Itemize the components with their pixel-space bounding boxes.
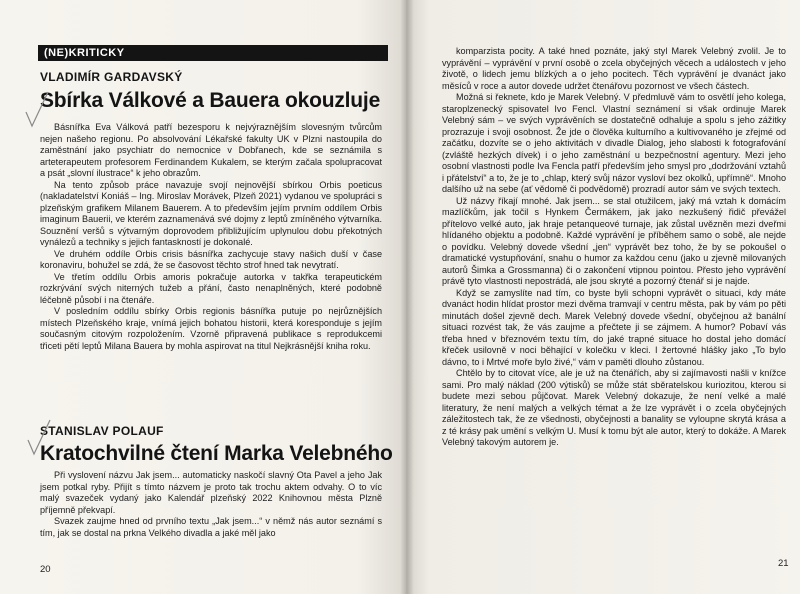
article1-body	[40, 122, 382, 352]
article1-author: VLADIMÍR GARDAVSKÝ	[40, 70, 183, 84]
paragraph: V posledním oddílu sbírky Orbis regionis básnířka putuje po nejrůznějších místech Plzeňského kraje, vnímá jejich bohatou historii, která koresponduje s jejím současným citovým rozpoložením. Vzorně připravená publikace s reprodukcemi třiceti pětí leptů Milana Bauera by mohla aspirovat na titul Nejkrásnější kniha roku.	[40, 306, 382, 351]
page-number-left: 20	[40, 564, 51, 575]
paragraph: komparzista pocity. A také hned poznáte, jaký styl Marek Velebný zvolil. Je to vyprávění – vyprávění v první osobě o zcela obyčejných věcech a událostech v jeho životě, o lidech jemu blízkých a o jeho pocitech. Těch vyprávění je dvanáct jako měsíců v roce a autor dovede udržet čtenářovu pozornost ve všech částech.	[442, 46, 786, 91]
paragraph: Ve druhém oddíle Orbis crisis básnířka zachycuje stavy našich duší v čase koronaviru, bohužel se zdá, že se časovost těchto strof hned tak nevytratí.	[40, 248, 382, 270]
paragraph: Na tento způsob práce navazuje svojí nejnovější sbírkou Orbis poeticus (nakladatelství Koniáš – Ing. Miroslav Morávek, Plzeň 2021) vydanou ve spolupráci s plzeňským grafikem Milanem Bauerem. A to především jejím prvním oddílem Orbis imaginum Bauerii, ve kterém zaznamenává své dojmy z leptů zmíněného výtvarníka. Souznění veršů s výtvarným doprovodem přibližujícím uplynulou dobu překotných vynálezů a techniky s jejich fantaskností je dokonalé.	[40, 179, 382, 247]
section-label: (NE)KRITICKY	[38, 45, 388, 61]
paragraph: Možná si řeknete, kdo je Marek Velebný. V předmluvě vám to osvětlí jeho kolega, staroplzenecký spisovatel Ivo Fencl. Vlastní seznámení si však ordinuje Marek Velebný sám – ve svých vyprávěních se dostatečně odhaluje a spolu s jeho zážitky prozrazuje i svoji osobnost. Že jde o člověka kulturního a kultivovaného je zřejmé od začátku, dozvíte se o jeho aktivitách v divadle Dialog, jeho slabosti k fotografování (zvláště hezkých dívek) i o jeho zaměstnání u bezpečnostní agentury. Mezi jeho osobní vlastnosti podle Iva Fencla patří především jeho smysl pro „dodržování vztahů i přátelství“ a to, že je to „chlap, který svůj názor vysloví bez okolků, upřímně“. Mnoho dalšího už na sebe (ať vědomě či podvědomě) prozradí autor sám ve svých textech.	[442, 92, 786, 194]
paragraph: Když se zamyslíte nad tím, co byste byli schopni vyprávět o situaci, kdy máte dvanáct hodin hlídat prostor mezi dvěma tramvají v centru města, pak by vám po pěti minutách došel zjevně dech. Marek Velebný dovede všední, obyčejnou až banální situaci rozvést tak, že vás zaujme a přečtete ji se zájmem. A humor? Pobaví vás třeba hned v březnovém textu tím, do jaké trapné situace ho dostal jeho domácí křeček usilovně v noci běhající v kolečku v kleci. I žertovné hlášky jako „To bylo dávno, to i Mrtvé moře bylo živé,“ vám v paměti dlouho zůstanou.	[442, 287, 786, 367]
page-number-right: 21	[778, 558, 789, 569]
paragraph: Ve třetím oddílu Orbis amoris pokračuje autorka v takřka terapeutickém rozkrývání svých niterných tužeb a přání, často nenaplněných, které podobně léčebně působí i na čtenáře.	[40, 271, 382, 305]
paragraph: Chtělo by to citovat více, ale je už na čtenářích, aby si zajímavosti našli v knížce sami. Pro malý náklad (200 výtisků) se může stát sběratelskou kuriozitou, kterou si budete mezi sebou půjčovat. Marek Velebný dokazuje, že není velké a malé literatury, že není malých a velkých témat a že lze vyprávět i o zcela obyčejných záležitostech tak, že ze všednosti, obyčejnosti a banality se vyloupne skrytá krása a z té krásy pak umění s velkým U. Musí k tomu být ale autor, který to dokáže. A Marek Velebný takovým autorem je.	[442, 368, 786, 447]
article2-title: Kratochvilné čtení Marka Velebného	[40, 442, 393, 465]
article2-body	[40, 470, 382, 539]
paragraph: Básnířka Eva Válková patří bezesporu k nejvýraznějším slovesným tvůrcům nejen našeho regionu. Po absolvování Lékařské fakulty UK v Plzni nastoupila do zaměstnání jako psychiatr do nemocnice v Dobřanech, kde se seznámila s arteterapeutem profesorem Ferdinandem Kukalem, se kterým začala spolupracovat a psát „slovní ilustrace“ k jeho obrazům.	[40, 122, 382, 178]
paragraph: Svazek zaujme hned od prvního textu „Jak jsem...“ v němž nás autor seznámí s tím, jak se dostal na prkna Velkého divadla a jaké měl jako	[40, 516, 382, 538]
article2-author: STANISLAV POLAUF	[40, 424, 164, 438]
right-page	[406, 0, 800, 594]
paragraph: Při vyslovení názvu Jak jsem... automaticky naskočí slavný Ota Pavel a jeho Jak jsem potkal ryby. Přijít s tímto názvem je proto tak trochu aktem odvahy. O to víc malý svazeček vydaný jako Kalendář plzeňský 2022 Knihovnou města Plzně příjemně překvapí.	[40, 470, 382, 515]
right-page-body	[442, 46, 786, 449]
pencil-checkmark-icon	[24, 418, 54, 458]
article1-title: Sbírka Válkové a Bauera okouzluje	[40, 89, 381, 112]
book-gutter	[400, 0, 414, 594]
paragraph: Už názvy říkají mnohé. Jak jsem... se stal otužilcem, jaký má vztah k domácím mazlíčkům, jak točil s Hynkem Čermákem, jak jako nezkušený řidič převážel přítelovo velké auto, jak hraje petanqueové turnaje, jak zůstal uvězněn mezi dveřmi hlídaného objektu a podobně. Každé vyprávění je příběhem samo o sobě, ale nejde o povídku. Velebný dovede všední „jen“ vyprávět bez toho, že by se pokoušel o dramatické vystupňování, snahu o humor za každou cenu (jako u zjevně milovaných autorů Šimka a Grossmanna) či o zakončení vtipnou pointou. Přesto jeho vyprávění právě tyto vlastnosti nepostrádá, ale jsou skryté a pozorný čtenář si je najde.	[442, 195, 786, 286]
